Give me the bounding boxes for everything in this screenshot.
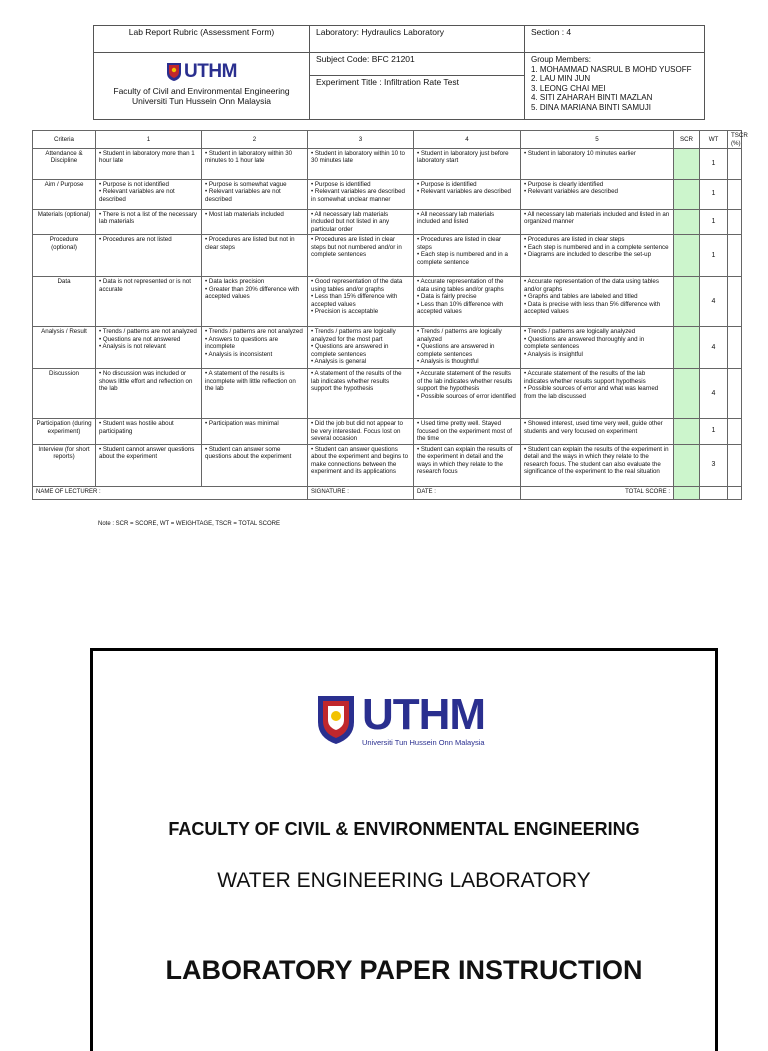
rubric-descriptor-cell: [521, 235, 674, 277]
total-score-cell: [728, 444, 742, 486]
descriptor-line: • Relevant variables are not described: [99, 188, 175, 203]
descriptor-line: • Purpose is identified: [417, 181, 477, 188]
descriptor-line: • Analysis is inconsistent: [205, 350, 273, 358]
descriptor-line: • Purpose is clearly identified: [524, 181, 604, 188]
crest-icon: [166, 62, 182, 82]
criteria-cell: Data: [33, 277, 96, 327]
subject-code: Subject Code: BFC 21201: [310, 53, 525, 76]
criteria-cell: Attendance & Discipline: [33, 149, 96, 180]
rubric-row: [33, 419, 742, 444]
descriptor-line: • Student in laboratory within 10 to 30 minutes late: [311, 150, 406, 165]
rubric-descriptor-cell: [308, 369, 414, 419]
total-tscr-cell: [728, 486, 742, 499]
descriptor-line: • Possible sources of error and what was learned from the lab discussed: [524, 385, 659, 400]
rubric-table: [32, 130, 748, 500]
member: 3. LEONG CHAI MEI: [531, 83, 606, 93]
logo-subtitle: Universiti Tun Hussein Onn Malaysia: [362, 738, 485, 747]
descriptor-line: • Accurate representation of the data using tables and/or graphs: [417, 278, 504, 293]
signature-field: SIGNATURE :: [308, 486, 414, 499]
member: 1. MOHAMMAD NASRUL B MOHD YUSOFF: [531, 64, 692, 74]
descriptor-line: • Did the job but did not appear to be very interested. Focus lost on several occasion: [311, 420, 403, 443]
rubric-descriptor-cell: [96, 149, 202, 180]
column-header: TSCR (%): [728, 131, 742, 149]
rubric-descriptor-cell: [96, 180, 202, 210]
descriptor-line: • Accurate statement of the results of the lab indicates whether results support the hypothesis: [417, 370, 513, 393]
descriptor-line: • Participation was minimal: [205, 420, 279, 428]
descriptor-line: • Student can explain the results of the experiment in detail and the ways in which they relate to the research focus: [417, 445, 513, 475]
date-field: DATE :: [414, 486, 521, 499]
rubric-descriptor-cell: [308, 180, 414, 210]
rubric-descriptor-cell: [202, 419, 308, 444]
descriptor-line: • Procedures are listed in clear steps: [524, 236, 625, 244]
descriptor-line: • Trends / patterns are logically analyzed for the most part: [311, 328, 396, 343]
descriptor-line: • There is not a list of the necessary lab materials: [99, 211, 198, 226]
descriptor-line: • Procedures are not listed: [99, 236, 172, 244]
rubric-descriptor-cell: [202, 327, 308, 369]
descriptor-line: • Each step is numbered and in a complete sentence: [524, 243, 669, 251]
criteria-cell: Participation (during experiment): [33, 419, 96, 444]
descriptor-line: • Relevant variables are not described: [205, 188, 281, 203]
member: 5. DINA MARIANA BINTI SAMUJI: [531, 102, 652, 112]
weightage-cell: 3: [700, 444, 728, 486]
university-name: Universiti Tun Hussein Onn Malaysia: [132, 95, 271, 106]
rubric-descriptor-cell: [308, 277, 414, 327]
descriptor-line: • Each step is numbered and in a complete sentence: [417, 251, 508, 266]
descriptor-line: • No discussion was included or shows little effort and reflection on the lab: [99, 370, 193, 393]
rubric-descriptor-cell: [308, 444, 414, 486]
criteria-cell: Materials (optional): [33, 210, 96, 235]
score-cell: [674, 327, 700, 369]
descriptor-line: • Trends / patterns are logically analyzed: [524, 328, 636, 336]
cover-page: [90, 648, 718, 1051]
weightage-cell: 1: [700, 210, 728, 235]
column-header: 5: [521, 131, 674, 149]
rubric-header: [93, 25, 705, 120]
total-score-cell: [728, 235, 742, 277]
descriptor-line: • All necessary lab materials included and listed: [417, 211, 495, 226]
descriptor-line: • Questions are answered thoroughly and in complete sentences: [524, 335, 645, 351]
rubric-descriptor-cell: [202, 444, 308, 486]
rubric-descriptor-cell: [308, 235, 414, 277]
descriptor-line: • Less than 10% difference with accepted values: [417, 300, 504, 316]
rubric-descriptor-cell: [414, 180, 521, 210]
descriptor-line: • Questions are answered in complete sentences: [417, 343, 495, 358]
descriptor-line: • Questions are answered in complete sentences: [311, 343, 389, 358]
rubric-descriptor-cell: [202, 369, 308, 419]
logo-text: UTHM: [184, 61, 237, 82]
descriptor-line: • Precision is acceptable: [311, 308, 379, 316]
descriptor-line: • Accurate statement of the results of the lab indicates whether results support hypothesis: [524, 370, 646, 385]
descriptor-line: • Answers to questions are incomplete: [205, 335, 279, 351]
descriptor-line: • Less than 15% difference with accepted values: [311, 293, 398, 308]
total-score-cell: [728, 419, 742, 444]
rubric-descriptor-cell: [414, 149, 521, 180]
member: 2. LAU MIN JUN: [531, 74, 591, 84]
rubric-descriptor-cell: [414, 444, 521, 486]
weightage-cell: 4: [700, 277, 728, 327]
rubric-row: [33, 149, 742, 180]
descriptor-line: • Trends / patterns are logically analyzed: [417, 328, 502, 343]
weightage-cell: 1: [700, 235, 728, 277]
rubric-descriptor-cell: [96, 277, 202, 327]
rubric-descriptor-cell: [308, 210, 414, 235]
weightage-cell: 4: [700, 327, 728, 369]
descriptor-line: • Purpose is not identified: [99, 181, 169, 188]
descriptor-line: • Good representation of the data using tables and/or graphs: [311, 278, 403, 293]
descriptor-line: • Used time pretty well. Stayed focused on the experiment most of the time: [417, 420, 512, 443]
rubric-descriptor-cell: [521, 149, 674, 180]
rubric-descriptor-cell: [521, 327, 674, 369]
score-cell: [674, 210, 700, 235]
criteria-cell: Aim / Purpose: [33, 180, 96, 210]
score-cell: [674, 419, 700, 444]
rubric-descriptor-cell: [202, 277, 308, 327]
total-score-cell: [728, 210, 742, 235]
descriptor-line: • Relevant variables are described: [524, 188, 618, 196]
uthm-logo: [100, 61, 303, 83]
rubric-row: [33, 327, 742, 369]
score-cell: [674, 180, 700, 210]
rubric-descriptor-cell: [521, 277, 674, 327]
uthm-logo-large: [316, 690, 486, 747]
abbreviation-note: Note : SCR = SCORE, WT = WEIGHTAGE, TSCR = TOTAL SCORE: [98, 521, 280, 527]
rubric-row: [33, 444, 742, 486]
descriptor-line: • A statement of the results of the lab indicates whether results support the hypothesis: [311, 370, 402, 393]
descriptor-line: • Data is precise with less than 5% difference with accepted values: [524, 300, 661, 316]
rubric-descriptor-cell: [96, 369, 202, 419]
weightage-cell: 1: [700, 149, 728, 180]
descriptor-line: • Procedures are listed but not in clear steps: [205, 236, 295, 251]
descriptor-line: • Relevant variables are described in somewhat unclear manner: [311, 188, 405, 203]
descriptor-line: • Student in laboratory within 30 minutes to 1 hour late: [205, 150, 293, 165]
total-score-label: TOTAL SCORE :: [521, 486, 674, 499]
score-cell: [674, 235, 700, 277]
criteria-cell: Interview (for short reports): [33, 444, 96, 486]
crest-icon: [316, 694, 356, 746]
rubric-row: [33, 180, 742, 210]
signature-row: [33, 486, 742, 499]
descriptor-line: • Analysis is general: [311, 358, 367, 366]
rubric-descriptor-cell: [308, 419, 414, 444]
descriptor-line: • Graphs and tables are labeled and titled: [524, 293, 638, 301]
descriptor-line: • Student cannot answer questions about the experiment: [99, 445, 195, 461]
section-number: Section : 4: [525, 26, 705, 53]
descriptor-line: • Procedures are listed in clear steps: [417, 236, 502, 251]
lecturer-name-field: NAME OF LECTURER :: [33, 486, 308, 499]
faculty-heading: FACULTY OF CIVIL & ENVIRONMENTAL ENGINEERING: [168, 819, 640, 839]
total-score-cell: [728, 369, 742, 419]
total-score-cell: [728, 149, 742, 180]
faculty-block: [94, 53, 310, 120]
criteria-cell: Analysis / Result: [33, 327, 96, 369]
descriptor-line: • Accurate representation of the data using tables and/or graphs: [524, 278, 659, 293]
column-header: 2: [202, 131, 308, 149]
total-score-cell: [728, 277, 742, 327]
weightage-cell: 1: [700, 180, 728, 210]
rubric-descriptor-cell: [414, 327, 521, 369]
rubric-descriptor-cell: [202, 210, 308, 235]
rubric-descriptor-cell: [521, 444, 674, 486]
descriptor-line: • Relevant variables are described: [417, 188, 511, 196]
rubric-descriptor-cell: [414, 419, 521, 444]
rubric-descriptor-cell: [414, 210, 521, 235]
descriptor-line: • Diagrams are included to describe the set-up: [524, 251, 652, 259]
descriptor-line: • Questions are not answered: [99, 335, 181, 343]
rubric-descriptor-cell: [521, 419, 674, 444]
descriptor-line: • All necessary lab materials included but not listed in any particular order: [311, 211, 390, 233]
weightage-cell: 4: [700, 369, 728, 419]
descriptor-line: • Student was hostile about participating: [99, 420, 174, 435]
descriptor-line: • Analysis is not relevant: [99, 343, 166, 351]
descriptor-line: • Analysis is thoughtful: [417, 358, 479, 366]
descriptor-line: • Data is fairly precise: [417, 293, 477, 301]
descriptor-line: • A statement of the results is incomplete with little reflection on the lab: [205, 370, 296, 393]
group-members-label: Group Members:: [531, 55, 592, 64]
rubric-descriptor-cell: [202, 235, 308, 277]
weightage-cell: 1: [700, 419, 728, 444]
member: 4. SITI ZAHARAH BINTI MAZLAN: [531, 93, 653, 103]
rubric-descriptor-cell: [414, 369, 521, 419]
laboratory-name: Laboratory: Hydraulics Laboratory: [310, 26, 525, 53]
descriptor-line: • Procedures are listed in clear steps but not numbered and/or in complete sentences: [311, 236, 402, 259]
descriptor-line: • Data lacks precision: [205, 278, 265, 286]
descriptor-line: • Student in laboratory 10 minutes earlier: [524, 150, 636, 157]
column-header: Criteria: [33, 131, 96, 149]
rubric-descriptor-cell: [521, 369, 674, 419]
descriptor-line: • Most lab materials included: [205, 211, 284, 218]
descriptor-line: • Data is not represented or is not accurate: [99, 278, 191, 293]
rubric-descriptor-cell: [96, 235, 202, 277]
total-score-cell: [728, 180, 742, 210]
criteria-cell: Procedure (optional): [33, 235, 96, 277]
experiment-title: Experiment Title : Infiltration Rate Test: [310, 76, 525, 120]
total-score-cell: [674, 486, 700, 499]
rubric-descriptor-cell: [96, 210, 202, 235]
rubric-descriptor-cell: [308, 149, 414, 180]
column-header: 4: [414, 131, 521, 149]
descriptor-line: • Student can answer some questions about the experiment: [205, 445, 292, 461]
rubric-row: [33, 235, 742, 277]
rubric-row: [33, 369, 742, 419]
score-cell: [674, 277, 700, 327]
lab-heading: WATER ENGINEERING LABORATORY: [217, 869, 591, 892]
instruction-heading: LABORATORY PAPER INSTRUCTION: [165, 955, 643, 985]
criteria-cell: Discussion: [33, 369, 96, 419]
total-wt-cell: [700, 486, 728, 499]
descriptor-line: • Purpose is identified: [311, 181, 371, 188]
rubric-descriptor-cell: [96, 444, 202, 486]
rubric-descriptor-cell: [96, 327, 202, 369]
descriptor-line: • Greater than 20% difference with accepted values: [205, 285, 300, 301]
faculty-name: Faculty of Civil and Environmental Engineering: [113, 85, 290, 96]
rubric-descriptor-cell: [414, 277, 521, 327]
rubric-descriptor-cell: [521, 180, 674, 210]
descriptor-line: • Student can answer questions about the experiment and begins to make connections between the experiment and its applications: [311, 445, 409, 475]
rubric-body: [33, 149, 742, 487]
column-header: 1: [96, 131, 202, 149]
rubric-header-row: [33, 131, 742, 149]
column-header: SCR: [674, 131, 700, 149]
column-header: 3: [308, 131, 414, 149]
descriptor-line: • Student in laboratory just before laboratory start: [417, 150, 509, 165]
rubric-descriptor-cell: [96, 419, 202, 444]
score-cell: [674, 369, 700, 419]
descriptor-line: • All necessary lab materials included and listed in an organized manner: [524, 211, 670, 226]
descriptor-line: • Possible sources of error identified: [417, 392, 516, 400]
group-members: [525, 53, 705, 120]
rubric-descriptor-cell: [308, 327, 414, 369]
descriptor-line: • Student can explain the results of the experiment in detail and the ways in which they relate to the research focus. The student can also evaluate the significance of the experiment to the real situation: [524, 445, 669, 475]
rubric-descriptor-cell: [202, 149, 308, 180]
descriptor-line: • Trends / patterns are not analyzed: [99, 328, 197, 336]
descriptor-line: • Student in laboratory more than 1 hour late: [99, 150, 195, 165]
rubric-descriptor-cell: [414, 235, 521, 277]
descriptor-line: • Purpose is somewhat vague: [205, 181, 287, 188]
form-title: Lab Report Rubric (Assessment Form): [94, 26, 310, 53]
descriptor-line: • Analysis is insightful: [524, 350, 583, 358]
rubric-descriptor-cell: [202, 180, 308, 210]
rubric-row: [33, 277, 742, 327]
descriptor-line: • Showed interest, used time very well, guide other students and very focused on experiment: [524, 420, 663, 435]
total-score-cell: [728, 327, 742, 369]
score-cell: [674, 444, 700, 486]
rubric-descriptor-cell: [521, 210, 674, 235]
logo-text: UTHM: [362, 690, 486, 739]
column-header: WT: [700, 131, 728, 149]
rubric-row: [33, 210, 742, 235]
descriptor-line: • Trends / patterns are not analyzed: [205, 328, 303, 336]
score-cell: [674, 149, 700, 180]
